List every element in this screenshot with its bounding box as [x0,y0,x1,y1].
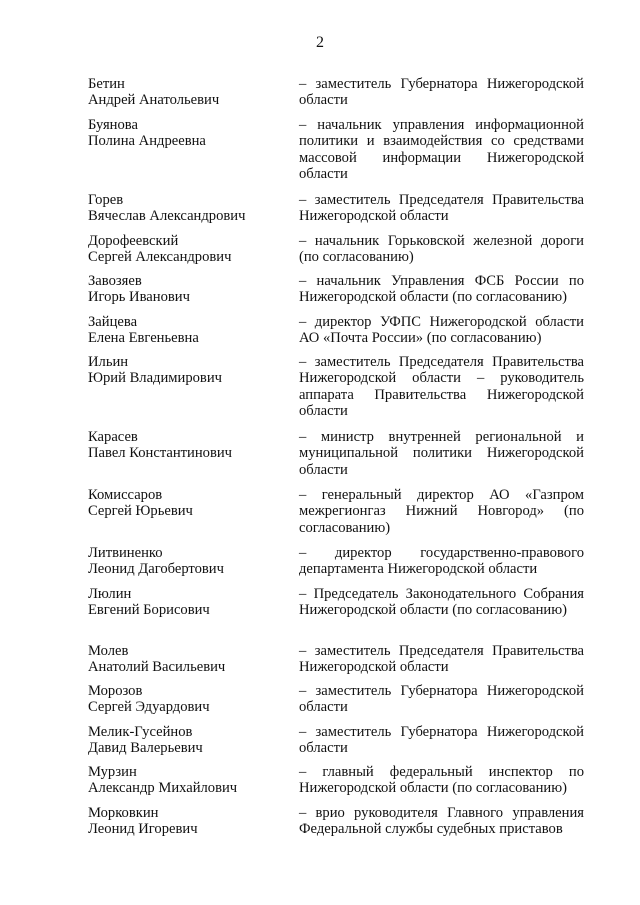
member-position: – заместитель Председателя Правительства Нижегородской области [299,643,584,676]
member-surname: Ильин [88,354,129,370]
member-given-names: Сергей Юрьевич [88,503,193,520]
member-surname: Люлин [88,586,132,602]
member-name [88,192,288,225]
member-position: – начальник Горьковской железной дороги (по согласованию) [299,233,584,266]
member-name [88,805,288,838]
member-surname: Зайцева [88,314,138,330]
member-surname: Комиссаров [88,487,163,503]
member-position: – заместитель Губернатора Нижегородской области [299,683,584,716]
member-surname: Морковкин [88,805,159,821]
member-surname: Горев [88,192,124,208]
member-surname: Завозяев [88,273,142,289]
member-name [88,314,288,347]
member-position: – заместитель Губернатора Нижегородской области [299,724,584,757]
member-name [88,683,288,716]
member-surname: Карасев [88,429,138,445]
member-surname: Мелик-Гусейнов [88,724,193,740]
member-position: – директор УФПС Нижегородской области АО «Почта России» (по согласованию) [299,314,584,347]
member-name [88,764,288,797]
member-position: – заместитель Председателя Правительства Нижегородской области [299,192,584,225]
member-position: – главный федеральный инспектор по Нижегородской области (по согласованию) [299,764,584,797]
member-name [88,76,288,109]
member-name [88,273,288,306]
member-name [88,354,288,387]
member-given-names: Евгений Борисович [88,602,210,619]
member-given-names: Сергей Эдуардович [88,699,210,716]
member-surname: Бетин [88,76,125,92]
member-position: – Председатель Законодательного Собрания Нижегородской области (по согласованию) [299,586,584,619]
member-position: – заместитель Председателя Правительства Нижегородской области – руководитель аппарата Правительства Нижегородской области [299,354,584,420]
member-given-names: Леонид Игоревич [88,821,198,838]
member-name [88,643,288,676]
page-number: 2 [316,34,324,51]
member-surname: Молев [88,643,129,659]
member-surname: Дорофеевский [88,233,179,249]
member-position: – генеральный директор АО «Газпром межрегионгаз Нижний Новгород» (по согласованию) [299,487,584,536]
member-surname: Литвиненко [88,545,163,561]
member-surname: Мурзин [88,764,137,780]
member-name [88,487,288,520]
member-surname: Морозов [88,683,143,699]
member-given-names: Анатолий Васильевич [88,659,226,676]
member-position: – начальник управления информационной политики и взаимодействия со средствами массовой информации Нижегородской области [299,117,584,183]
member-position: – министр внутренней региональной и муниципальной политики Нижегородской области [299,429,584,478]
member-given-names: Давид Валерьевич [88,740,203,757]
member-surname: Буянова [88,117,138,133]
member-position: – директор государственно-правового департамента Нижегородской области [299,545,584,578]
member-given-names: Александр Михайлович [88,780,238,797]
member-name [88,117,288,150]
member-given-names: Полина Андреевна [88,133,206,150]
member-given-names: Юрий Владимирович [88,370,222,387]
member-position: – заместитель Губернатора Нижегородской области [299,76,584,109]
member-given-names: Вячеслав Александрович [88,208,246,225]
member-given-names: Игорь Иванович [88,289,190,306]
member-name [88,233,288,266]
member-position: – врио руководителя Главного управления Федеральной службы судебных приставов [299,805,584,838]
member-name [88,724,288,757]
member-name [88,586,288,619]
member-given-names: Леонид Дагобертович [88,561,224,578]
member-position: – начальник Управления ФСБ России по Нижегородской области (по согласованию) [299,273,584,306]
member-given-names: Елена Евгеньевна [88,330,199,347]
member-given-names: Павел Константинович [88,445,232,462]
member-given-names: Андрей Анатольевич [88,92,220,109]
member-name [88,429,288,462]
member-given-names: Сергей Александрович [88,249,232,266]
member-name [88,545,288,578]
